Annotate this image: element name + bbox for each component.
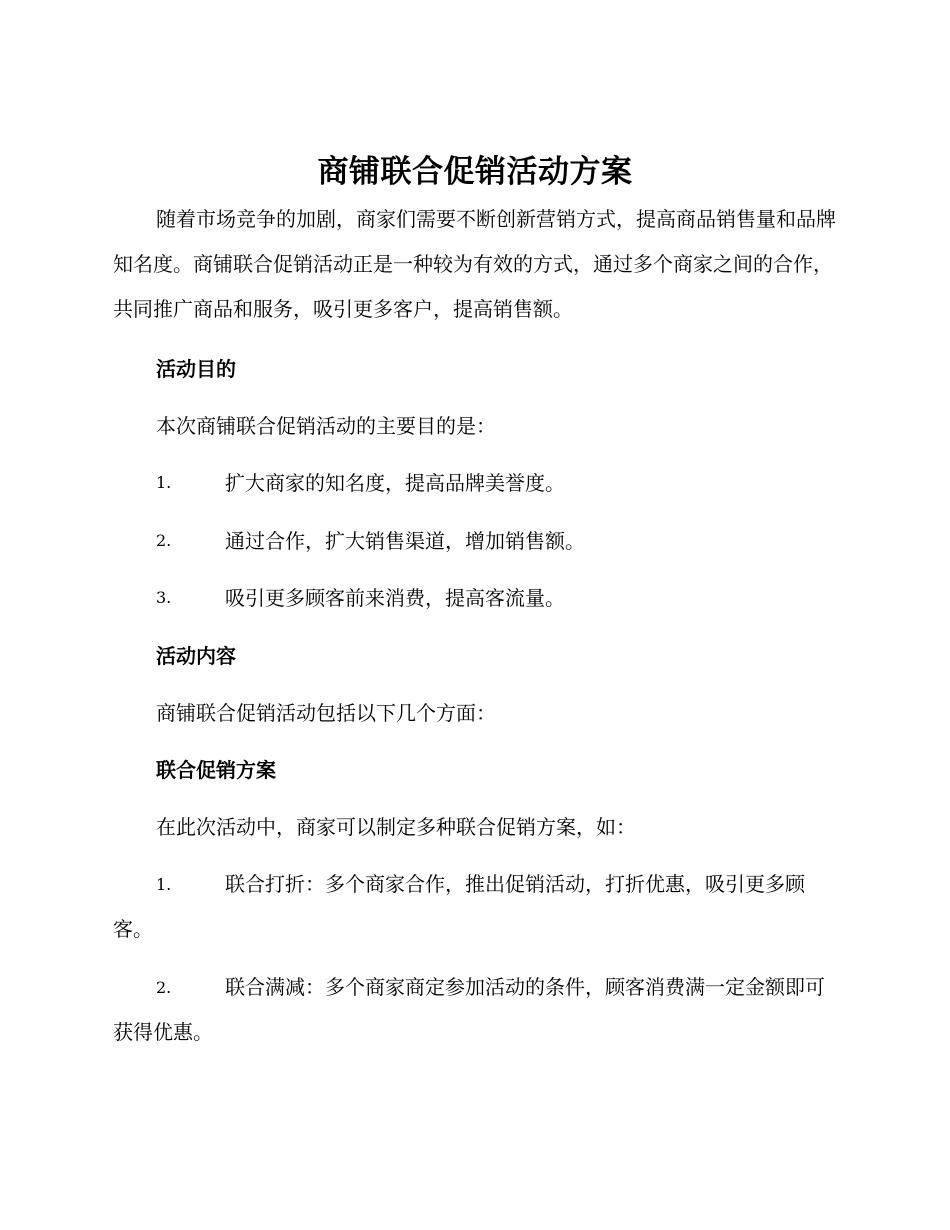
purpose-lead-text: 本次商铺联合促销活动的主要目的是： [156,414,496,438]
list-item-number: 1. [156,875,172,894]
list-item-text: 联合满减：多个商家商定参加活动的条件，顾客消费满一定金额即可获得优惠。 [113,975,825,1044]
section-heading-purpose: 活动目的 [156,357,236,381]
list-item [113,965,837,1055]
section-heading-joint-promotion: 联合促销方案 [156,758,276,782]
joint-promotion-lead-text: 在此次活动中，商家可以制定多种联合促销方案，如： [156,815,636,839]
list-item-text: 通过合作，扩大销售渠道，增加销售额。 [225,529,585,553]
list-item-number: 3. [156,588,172,607]
document-title: 商铺联合促销活动方案 [317,154,633,190]
list-item [113,862,837,952]
list-item-text: 吸引更多顾客前来消费，提高客流量。 [225,586,565,610]
list-item-number: 2. [156,978,172,997]
section-heading-content: 活动内容 [156,644,236,668]
list-item-text: 联合打折：多个商家合作，推出促销活动，打折优惠，吸引更多顾客。 [113,872,805,941]
intro-paragraph: 随着市场竞争的加剧，商家们需要不断创新营销方式，提高商品销售量和品牌知名度。商铺联合促销活动正是一种较为有效的方式，通过多个商家之间的合作，共同推广商品和服务，吸引更多客户，提高销售额。 [113,207,836,321]
list-item-number: 1. [156,473,172,492]
list-item-text: 扩大商家的知名度，提高品牌美誉度。 [225,471,565,495]
content-lead-text: 商铺联合促销活动包括以下几个方面： [156,701,496,725]
list-item-number: 2. [156,531,172,550]
